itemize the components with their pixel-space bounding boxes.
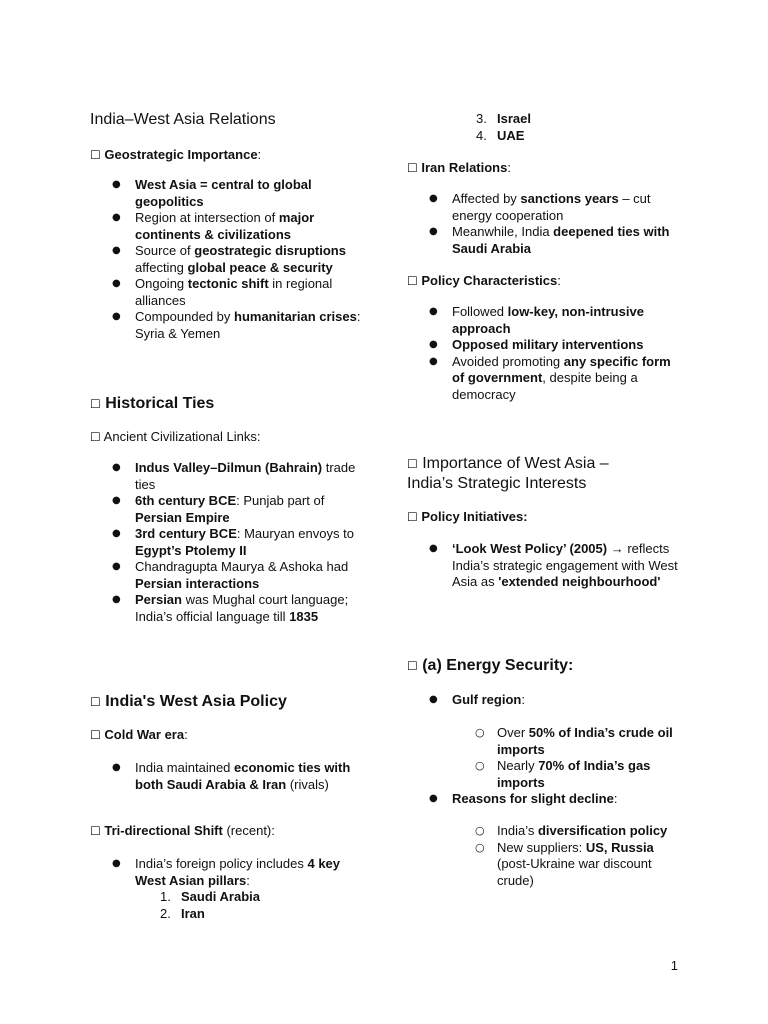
checkbox-icon: ☐: [407, 274, 418, 288]
list-item: ● Affected by sanctions years – cut energy cooperation: [452, 191, 682, 224]
list-item: ● Indus Valley–Dilmun (Bahrain) trade ties: [135, 460, 365, 493]
tri-directional-label: ☐ Tri-directional Shift (recent):: [90, 823, 275, 838]
list-item: ● Source of geostrategic disruptions affecting global peace & security: [135, 243, 365, 276]
document-title: India–West Asia Relations: [90, 111, 276, 128]
tri-directional-list: [135, 856, 365, 889]
geostrategic-list: [135, 177, 365, 342]
list-item: ● Reasons for slight decline:: [452, 791, 682, 808]
checkbox-icon: ☐: [90, 695, 101, 709]
checkbox-icon: ☐: [407, 457, 418, 471]
list-item: ● Chandragupta Maurya & Ashoka had Persian interactions: [135, 559, 365, 592]
list-item: ● Compounded by humanitarian crises: Syria & Yemen: [135, 309, 365, 342]
list-item: ○ Nearly 70% of India’s gas imports: [497, 758, 682, 791]
list-item: 1. Saudi Arabia: [160, 889, 260, 904]
list-item: ● 6th century BCE: Punjab part of Persian Empire: [135, 493, 365, 526]
checkbox-icon: ☐: [407, 510, 418, 524]
list-item: ● Persian was Mughal court language; India’s official language till 1835: [135, 592, 365, 625]
iran-list: [452, 191, 682, 257]
geostrategic-heading: ☐ Geostrategic Importance:: [90, 147, 262, 162]
list-item: ● India maintained economic ties with both Saudi Arabia & Iran (rivals): [135, 760, 365, 793]
list-item: ● ‘Look West Policy’ (2005) → reflects India’s strategic engagement with West Asia as 'extended neighbourhood': [452, 541, 682, 591]
cold-war-list: [135, 760, 365, 793]
energy-security-heading: ☐ (a) Energy Security:: [407, 657, 574, 674]
list-item: ● 3rd century BCE: Mauryan envoys to Egypt’s Ptolemy II: [135, 526, 365, 559]
checkbox-icon: ☐: [90, 148, 101, 162]
checkbox-icon: ☐: [407, 659, 418, 673]
checkbox-icon: ☐: [407, 161, 418, 175]
list-item: ○ New suppliers: US, Russia (post-Ukraine war discount crude): [497, 840, 682, 890]
checkbox-icon: ☐: [90, 728, 101, 742]
list-item: 4. UAE: [476, 127, 525, 143]
west-asia-policy-heading: ☐ India's West Asia Policy: [90, 693, 287, 710]
list-item: ● Gulf region:: [452, 692, 682, 709]
list-item: ● Region at intersection of major continents & civilizations: [135, 210, 365, 243]
list-item: ○ India’s diversification policy: [497, 823, 682, 840]
checkbox-icon: ☐: [90, 824, 101, 838]
list-item: ● Ongoing tectonic shift in regional alliances: [135, 276, 365, 309]
list-item: ● India’s foreign policy includes 4 key West Asian pillars:: [135, 856, 365, 889]
policy-initiatives-label: ☐ Policy Initiatives:: [407, 509, 528, 524]
initiatives-list: [452, 541, 682, 591]
cold-war-label: ☐ Cold War era:: [90, 727, 188, 742]
list-item: ● Avoided promoting any specific form of government, despite being a democracy: [452, 354, 682, 404]
list-item: ● Meanwhile, India deepened ties with Saudi Arabia: [452, 224, 682, 257]
characteristics-list: [452, 304, 682, 403]
list-item: ● Followed low-key, non-intrusive approach: [452, 304, 682, 337]
list-item: ● Opposed military interventions: [452, 337, 682, 354]
historical-list: [135, 460, 365, 625]
list-item: 3. Israel: [476, 111, 531, 126]
gulf-sub-list: [497, 725, 682, 791]
list-item: ● West Asia = central to global geopolitics: [135, 177, 365, 210]
historical-ties-heading: ☐ Historical Ties: [90, 395, 215, 412]
gulf-list: [452, 692, 682, 709]
reasons-sub-list: [497, 823, 682, 889]
page-number: 1: [670, 958, 678, 973]
ancient-links-label: ☐ Ancient Civilizational Links:: [90, 429, 261, 444]
list-item: 2. Iran: [160, 905, 205, 921]
reasons-list: [452, 791, 682, 808]
checkbox-icon: ☐: [90, 430, 101, 444]
pillars-list: [160, 889, 361, 922]
list-item: ○ Over 50% of India’s crude oil imports: [497, 725, 682, 758]
importance-heading: ☐ Importance of West Asia – India’s Strategic Interests: [407, 455, 609, 492]
checkbox-icon: ☐: [90, 397, 101, 411]
policy-characteristics-label: ☐ Policy Characteristics:: [407, 273, 561, 288]
pillars-list-continued: [476, 111, 677, 144]
iran-relations-label: ☐ Iran Relations:: [407, 160, 511, 175]
